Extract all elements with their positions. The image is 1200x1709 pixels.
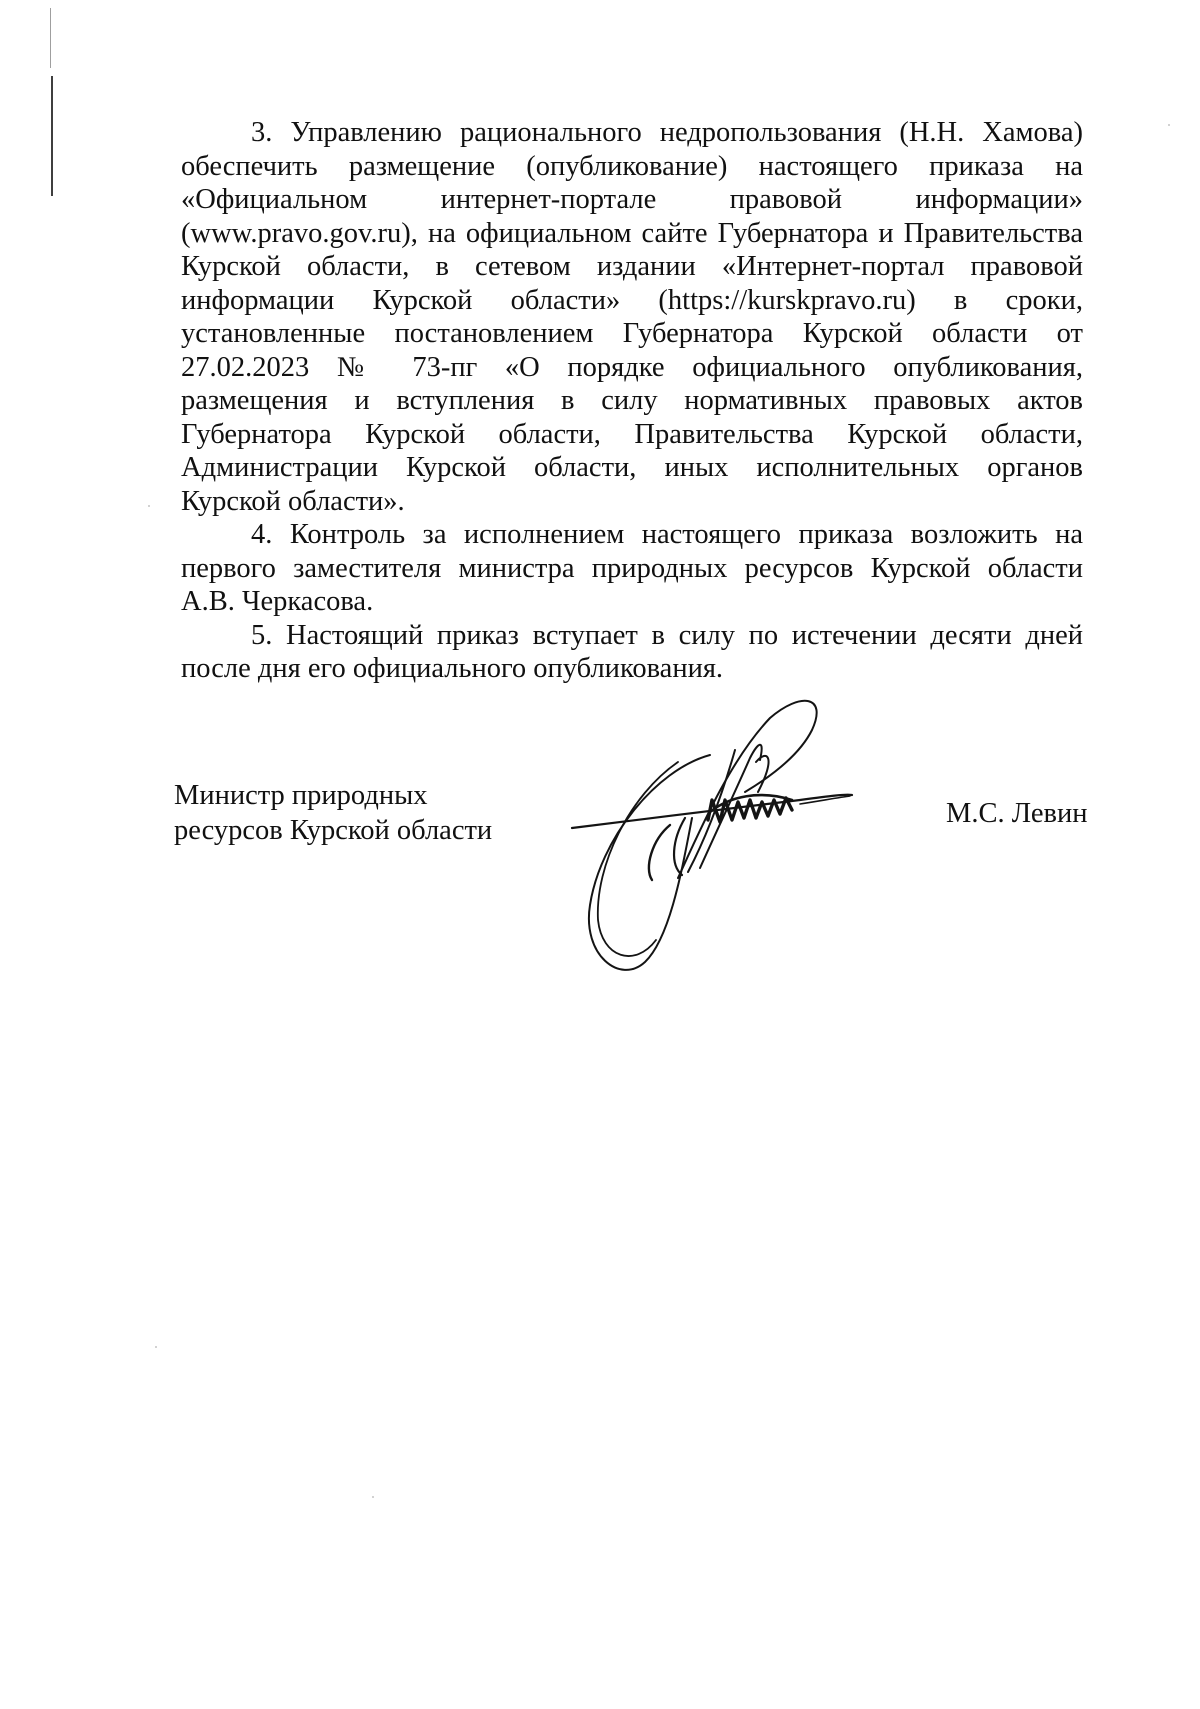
paragraph-4: 4. Контроль за исполнением настоящего приказа возложить на первого заместителя министра природных ресурсов Курской области А.В. Черкасова. (181, 519, 1083, 617)
scan-edge-mark (51, 76, 53, 196)
scan-speck (148, 505, 150, 507)
paragraph-3: 3. Управлению рационального недропользования (Н.Н. Хамова) обеспечить размещение (опубликование) настоящего приказа на «Официальном интернет-портале правовой информации» (www.pravo.gov.ru), на официальном сайте Губернатора и Правительства Курской области, в сетевом издании «Интернет-портал правовой информации Курской области» (https://kurskpravo.ru) в сроки, установленные постановлением Губернатора Курской области от 27.02.2023 № 73-пг «О порядке официального опубликования, размещения и вступления в силу нормативных правовых актов Губернатора Курской области, Правительства Курской области, Администрации Курской области, иных исполнительных органов Курской области». (181, 117, 1083, 517)
signatory-position-line-1: Министр природных (174, 780, 428, 811)
scan-speck (372, 1496, 374, 1498)
scan-speck (1168, 124, 1170, 126)
signature-strokes (560, 700, 940, 980)
paragraph-5: 5. Настоящий приказ вступает в силу по истечении десяти дней после дня его официального опубликования. (181, 619, 1083, 684)
scan-speck (155, 1346, 157, 1348)
handwritten-signature (560, 700, 940, 980)
document-body (181, 116, 1083, 686)
signatory-position-line-2: ресурсов Курской области (174, 815, 493, 846)
scan-edge-mark (50, 8, 51, 68)
signatory-name: М.С. Левин (946, 798, 1088, 829)
signatory-position (174, 778, 492, 848)
